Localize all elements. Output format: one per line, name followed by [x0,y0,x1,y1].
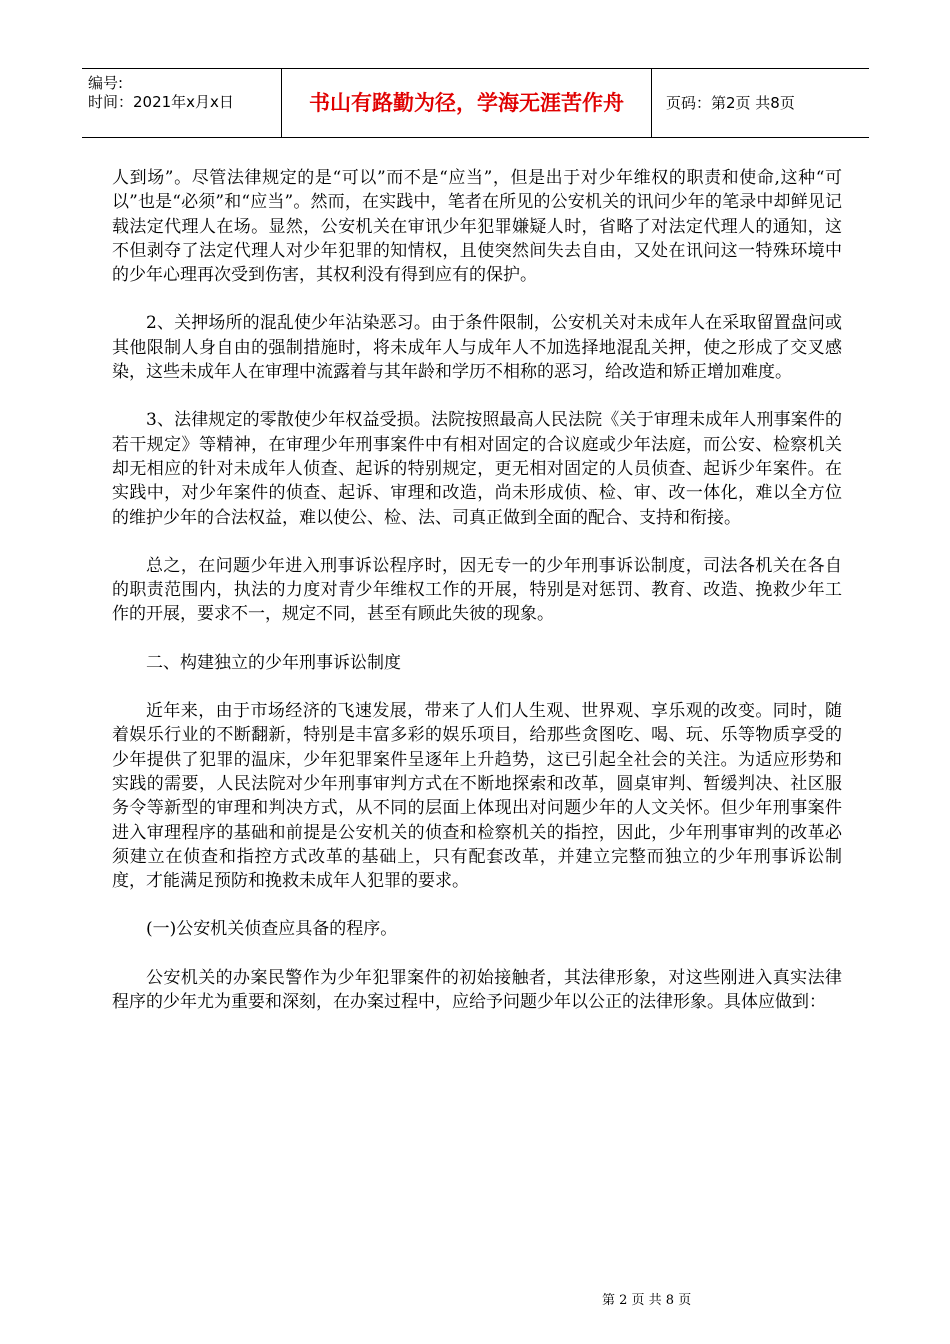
document-body [112,166,842,1038]
paragraph: 3、法律规定的零散使少年权益受损。法院按照最高人民法院《关于审理未成年人刑事案件的若干规定》等精神，在审理少年刑事案件中有相对固定的合议庭或少年法庭，而公安、检察机关却无相应的针对未成年人侦查、起诉的特别规定，更无相对固定的人员侦查、起诉少年案件。在实践中，对少年案件的侦查、起诉、审理和改造，尚未形成侦、检、审、改一体化，难以全方位的维护少年的合法权益，难以使公、检、法、司真正做到全面的配合、支持和衔接。 [112,410,842,528]
paragraph: 人到场”。尽管法律规定的是“可以”而不是“应当”，但是出于对少年维权的职责和使命,这种“可以”也是“必须”和“应当”。然而，在实践中，笔者在所见的公安机关的讯问少年的笔录中却鲜见记载法定代理人在场。显然，公安机关在审讯少年犯罪嫌疑人时，省略了对法定代理人的通知，这不但剥夺了法定代理人对少年犯罪的知情权，且使突然间失去自由，又处在讯问这一特殊环境中的少年心理再次受到伤害，其权利没有得到应有的保护。 [112,168,842,286]
header-meta-cell [82,69,282,137]
paragraph: 公安机关的办案民警作为少年犯罪案件的初始接触者，其法律形象，对这些刚进入真实法律程序的少年尤为重要和深刻，在办案过程中，应给予问题少年以公正的法律形象。具体应做到： [112,967,842,1013]
header-table [82,68,869,138]
header-page-number: 页码：第2页 共8页 [666,94,795,112]
document-date-label: 时间：2021年x月x日 [88,93,234,111]
paragraph: 总之，在问题少年进入刑事诉讼程序时，因无专一的少年刑事诉讼制度，司法各机关在各自的职责范围内，执法的力度对青少年维权工作的开展，特别是对惩罚、教育、改造、挽救少年工作的开展，要求不一，规定不同，甚至有顾此失彼的现象。 [112,555,842,625]
paragraph: 2、关押场所的混乱使少年沾染恶习。由于条件限制，公安机关对未成年人在采取留置盘问或其他限制人身自由的强制措施时，将未成年人与成年人不加选择地混乱关押，使之形成了交叉感染，这些未成年人在审理中流露着与其年龄和学历不相称的恶习，给改造和矫正增加难度。 [112,313,842,383]
header-motto: 书山有路勤为径，学海无涯苦作舟 [282,69,652,137]
document-number-label: 编号: [88,74,124,92]
subsection-heading: (一)公安机关侦查应具备的程序。 [146,919,398,940]
paragraph: 近年来，由于市场经济的飞速发展，带来了人们人生观、世界观、享乐观的改变。同时，随着娱乐行业的不断翻新，特别是丰富多彩的娱乐项目，给那些贪图吃、喝、玩、乐等物质享受的少年提供了犯罪的温床，少年犯罪案件呈逐年上升趋势，这已引起全社会的关注。为适应形势和实践的需要，人民法院对少年刑事审判方式在不断地探索和改革，圆桌审判、暂缓判决、社区服务令等新型的审理和判决方式，从不同的层面上体现出对问题少年的人文关怀。但少年刑事案件进入审理程序的基础和前提是公安机关的侦查和检察机关的指控，因此，少年刑事审判的改革必须建立在侦查和指控方式改革的基础上，只有配套改革，并建立完整而独立的少年刑事诉讼制度，才能满足预防和挽救未成年人犯罪的要求。 [112,701,842,892]
page-footer: 第 2 页 共 8 页 [602,1293,692,1308]
section-heading: 二、构建独立的少年刑事诉讼制度 [146,652,401,673]
